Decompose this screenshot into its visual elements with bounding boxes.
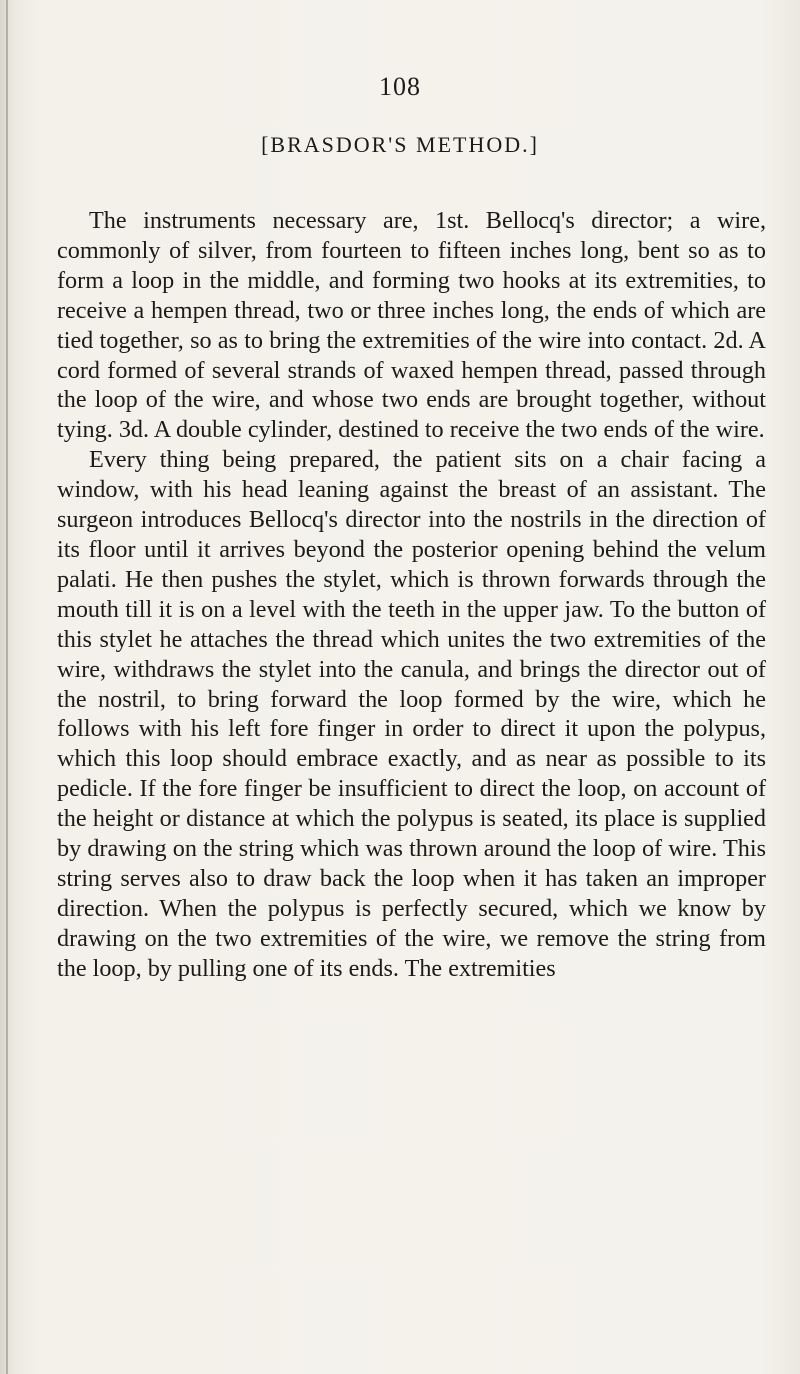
paragraph: The instruments necessary are, 1st. Bellocq's director; a wire, commonly of silver, from fourteen to fifteen inches long, bent so as to form a loop in the middle, and forming two hooks at its extremities, to receive a hempen thread, two or three inches long, the ends of which are tied together, so as to bring the extremities of the wire into contact. 2d. A cord formed of several strands of waxed hempen thread, passed through the loop of the wire, and whose two ends are brought together, without tying. 3d. A double cylinder, destined to receive the two ends of the wire. bbox=[57, 207, 766, 444]
body-text bbox=[57, 206, 766, 984]
page-number: 108 bbox=[379, 72, 421, 101]
paragraph: Every thing being prepared, the patient sits on a chair facing a window, with his head leaning against the breast of an assistant. The surgeon introduces Bellocq's director into the nostrils in the direction of its floor until it arrives beyond the posterior opening behind the velum palati. He then pushes the stylet, which is thrown forwards through the mouth till it is on a level with the teeth in the upper jaw. To the button of this stylet he attaches the thread which unites the two extremities of the wire, withdraws the stylet into the canula, and brings the director out of the nostril, to bring forward the loop formed by the wire, which he follows with his left fore finger in order to direct it upon the polypus, which this loop should embrace exactly, and as near as possible to its pedicle. If the fore finger be insufficient to direct the loop, on account of the height or distance at which the polypus is seated, its place is supplied by drawing on the string which was thrown around the loop of wire. This string serves also to draw back the loop when it has taken an improper direction. When the polypus is perfectly secured, which we know by drawing on the two extremities of the wire, we remove the string from the loop, by pulling one of its ends. The extremities bbox=[57, 446, 766, 982]
running-header: [BRASDOR'S METHOD.] bbox=[261, 132, 539, 157]
page-binding-edge bbox=[6, 0, 8, 1374]
